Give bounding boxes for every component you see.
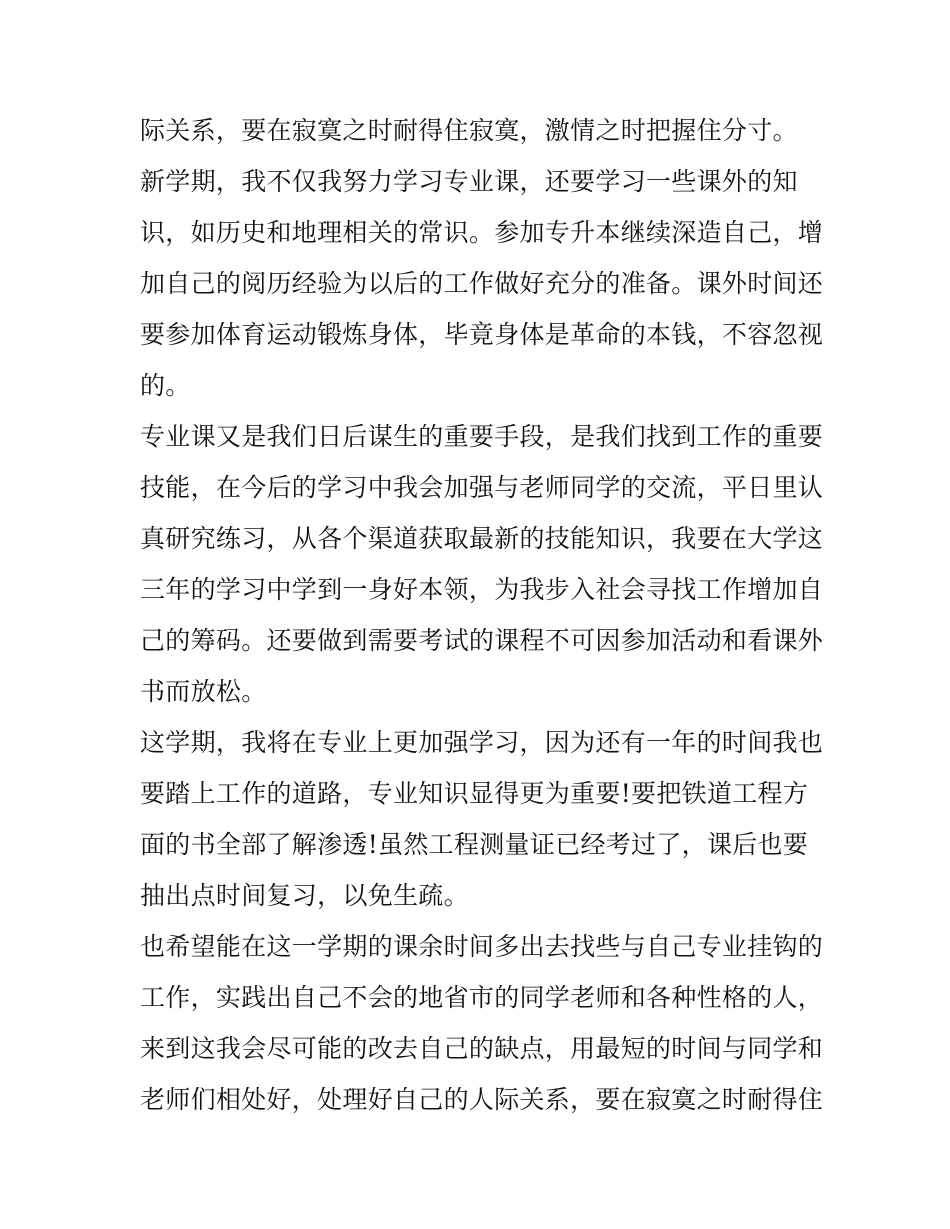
text-line: 来到这我会尽可能的改去自己的缺点，用最短的时间与同学和: [140, 1034, 824, 1063]
text-line: 技能，在今后的学习中我会加强与老师同学的交流，平日里认: [140, 473, 824, 502]
text-line: 的。: [140, 371, 191, 400]
text-line: 工作，实践出自己不会的地省市的同学老师和各种性格的人，: [140, 983, 824, 1012]
text-line: 书而放松。: [140, 677, 267, 706]
text-line: 加自己的阅历经验为以后的工作做好充分的准备。课外时间还: [140, 269, 824, 298]
text-line: 要参加体育运动锻炼身体，毕竟身体是革命的本钱，不容忽视: [140, 320, 824, 349]
text-line: 这学期，我将在专业上更加强学习，因为还有一年的时间我也: [140, 728, 824, 757]
text-line: 三年的学习中学到一身好本领，为我步入社会寻找工作增加自: [140, 575, 824, 604]
text-line: 际关系，要在寂寞之时耐得住寂寞，激情之时把握住分寸。: [140, 116, 798, 145]
text-line: 己的筹码。还要做到需要考试的课程不可因参加活动和看课外: [140, 626, 824, 655]
text-line: 新学期，我不仅我努力学习专业课，还要学习一些课外的知: [140, 167, 798, 196]
text-line: 识，如历史和地理相关的常识。参加专升本继续深造自己，增: [140, 218, 824, 247]
body-text: [140, 105, 824, 1125]
text-line: 也希望能在这一学期的课余时间多出去找些与自己专业挂钩的: [140, 932, 824, 961]
text-line: 抽出点时间复习，以免生疏。: [140, 881, 469, 910]
text-line: 真研究练习，从各个渠道获取最新的技能知识，我要在大学这: [140, 524, 824, 553]
text-line: 老师们相处好，处理好自己的人际关系，要在寂寞之时耐得住: [140, 1085, 824, 1114]
text-line: 面的书全部了解渗透!虽然工程测量证已经考过了，课后也要: [140, 830, 809, 859]
text-line: 要踏上工作的道路，专业知识显得更为重要!要把铁道工程方: [140, 779, 809, 808]
text-line: 专业课又是我们日后谋生的重要手段，是我们找到工作的重要: [140, 422, 824, 451]
